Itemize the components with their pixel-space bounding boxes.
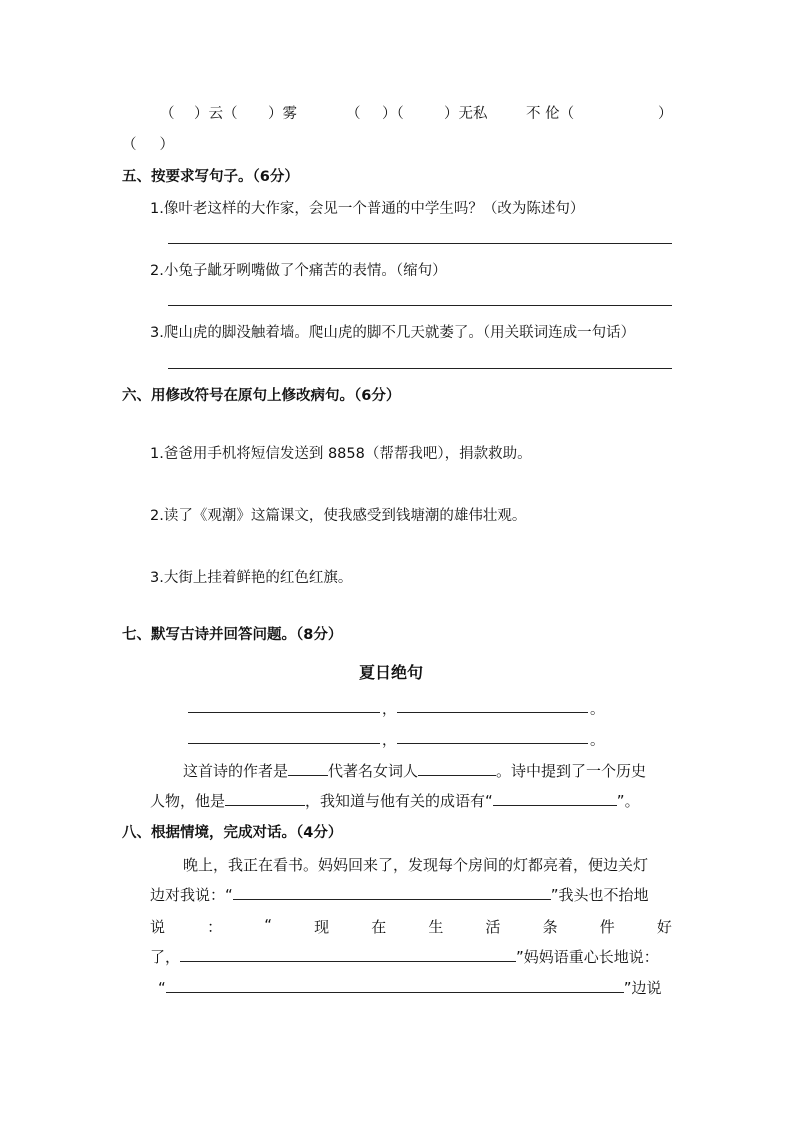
q6-item-3: 3.大街上挂着鲜艳的红色红旗。 bbox=[150, 570, 353, 586]
q4-part: 不 伦（ bbox=[526, 106, 575, 122]
figure-blank[interactable] bbox=[225, 791, 305, 806]
poem-line-2b[interactable] bbox=[397, 743, 588, 744]
poem-line-1b[interactable] bbox=[397, 712, 588, 713]
poem-period-2: 。 bbox=[590, 733, 605, 749]
poem-q-text: ，我知道与他有关的成语有“ bbox=[305, 792, 493, 810]
q4-part: （ bbox=[160, 106, 175, 122]
poem-period-1: 。 bbox=[590, 702, 605, 718]
q8-char: 说 bbox=[150, 918, 166, 936]
q8-blank-2[interactable] bbox=[180, 947, 516, 962]
q4-part: ）云（ bbox=[194, 106, 238, 122]
q8-para-5 bbox=[158, 977, 662, 998]
poem-q-text: 代著名女词人 bbox=[328, 762, 419, 780]
poem-q-text: 。诗中提到了一个历史 bbox=[496, 762, 647, 780]
q5-answer-line-3[interactable] bbox=[168, 368, 672, 369]
q5-item-1: 1.像叶老这样的大作家，会见一个普通的中学生吗？（改为陈述句） bbox=[150, 201, 585, 217]
poem-line-2a[interactable] bbox=[188, 743, 380, 744]
q5-answer-line-1[interactable] bbox=[168, 243, 672, 244]
poem-q-text: ”。 bbox=[616, 792, 640, 810]
q5-item-2: 2.小兔子龇牙咧嘴做了个痛苦的表情。（缩句） bbox=[150, 263, 447, 279]
q8-text: ”妈妈语重心长地说： bbox=[516, 948, 659, 966]
q6-title: 六、用修改符号在原句上修改病句。（6分） bbox=[122, 388, 401, 404]
q8-char: 在 bbox=[371, 918, 387, 936]
q8-text: ”我头也不抬地 bbox=[550, 886, 649, 904]
q8-para-2 bbox=[150, 884, 649, 905]
q8-title: 八、根据情境，完成对话。（4分） bbox=[122, 825, 343, 841]
q8-blank-3[interactable] bbox=[166, 978, 624, 993]
poem-title: 夏日绝句 bbox=[359, 663, 424, 682]
q6-item-1: 1.爸爸用手机将短信发送到 8858（帮帮我吧），捐款救助。 bbox=[150, 446, 532, 462]
q4-part: ） bbox=[658, 106, 673, 122]
q4-part: ）无私 bbox=[444, 106, 488, 122]
poem-comma-2: ， bbox=[382, 733, 397, 749]
q5-item-3: 3.爬山虎的脚没触着墙。爬山虎的脚不几天就萎了。（用关联词连成一句话） bbox=[150, 325, 636, 341]
q8-char: 好 bbox=[656, 918, 672, 936]
q5-title: 五、按要求写句子。（6分） bbox=[122, 169, 299, 185]
poem-q-text: 这首诗的作者是 bbox=[183, 762, 289, 780]
q6-item-2: 2.读了《观潮》这篇课文，使我感受到钱塘潮的雄伟壮观。 bbox=[150, 508, 527, 524]
q8-para-4 bbox=[150, 946, 659, 967]
q8-char: 现 bbox=[314, 918, 330, 936]
dynasty-blank[interactable] bbox=[288, 761, 328, 776]
q8-char: 生 bbox=[428, 918, 444, 936]
poet-blank[interactable] bbox=[418, 761, 496, 776]
q4-part: （ bbox=[346, 106, 361, 122]
q8-char: 条 bbox=[542, 918, 558, 936]
poem-comma-1: ， bbox=[382, 702, 397, 718]
q8-para-3 bbox=[150, 916, 672, 937]
q8-text: 了， bbox=[150, 948, 181, 966]
q8-text: 边对我说：“ bbox=[150, 886, 233, 904]
poem-line-1a[interactable] bbox=[188, 712, 380, 713]
q8-text: “ bbox=[158, 979, 166, 997]
q8-char: ： bbox=[207, 918, 223, 936]
q8-para-1: 晚上，我正在看书。妈妈回来了，发现每个房间的灯都亮着，便边关灯 bbox=[183, 856, 649, 874]
q8-char: 件 bbox=[599, 918, 615, 936]
q4-idiom-line bbox=[160, 102, 680, 122]
q5-answer-line-2[interactable] bbox=[168, 305, 672, 306]
poem-q-text: 人物，他是 bbox=[150, 792, 226, 810]
q7-title: 七、默写古诗并回答问题。（8分） bbox=[122, 627, 343, 643]
poem-question-line2 bbox=[150, 790, 640, 811]
q8-blank-1[interactable] bbox=[233, 885, 551, 900]
q8-text: ”边说 bbox=[623, 979, 662, 997]
q8-char: 活 bbox=[485, 918, 501, 936]
idiom-blank[interactable] bbox=[493, 791, 617, 806]
q8-char: “ bbox=[264, 916, 273, 934]
q4-line2: （ ） bbox=[122, 137, 175, 153]
q4-part: ）（ bbox=[382, 106, 404, 122]
q4-part: ）雾 bbox=[268, 106, 297, 122]
poem-question-line1 bbox=[183, 760, 646, 781]
